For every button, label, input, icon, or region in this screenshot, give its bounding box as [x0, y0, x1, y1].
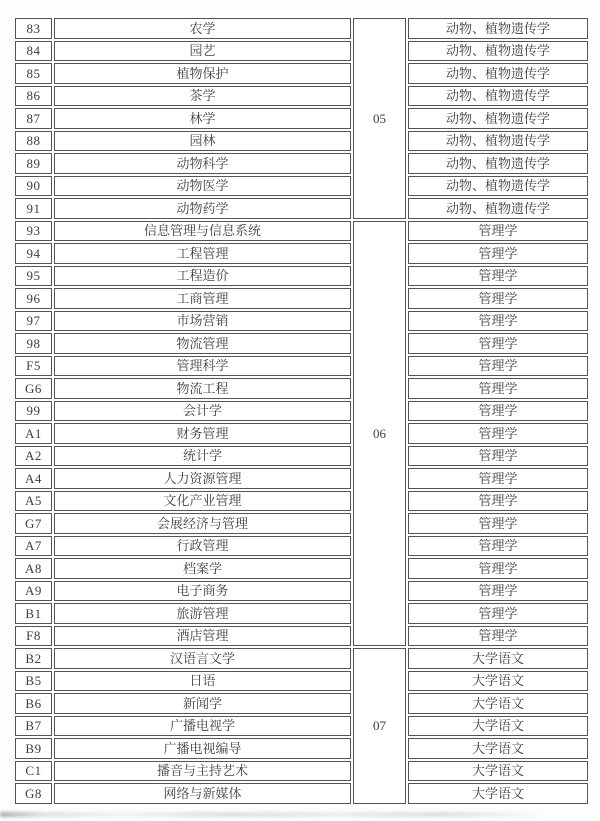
code-cell: B6: [15, 693, 52, 714]
code-cell: 97: [15, 311, 52, 332]
subject-cell: 酒店管理: [54, 626, 351, 647]
subject-cell: 人力资源管理: [54, 468, 351, 489]
course-table-body: [15, 18, 588, 804]
category-cell: 动物、植物遗传学: [408, 41, 588, 62]
table-row: [15, 468, 588, 489]
subject-cell: 播音与主持艺术: [54, 761, 351, 782]
subject-cell: 管理科学: [54, 356, 351, 377]
group-number-cell: 05: [353, 18, 406, 219]
table-row: [15, 198, 588, 219]
category-cell: 管理学: [408, 513, 588, 534]
subject-cell: 园林: [54, 131, 351, 152]
code-cell: A2: [15, 446, 52, 467]
code-cell: 84: [15, 41, 52, 62]
category-cell: 大学语文: [408, 761, 588, 782]
table-row: [15, 716, 588, 737]
category-cell: 管理学: [408, 468, 588, 489]
category-cell: 管理学: [408, 288, 588, 309]
category-cell: 动物、植物遗传学: [408, 86, 588, 107]
table-row: [15, 153, 588, 174]
subject-cell: 文化产业管理: [54, 491, 351, 512]
subject-cell: 新闻学: [54, 693, 351, 714]
category-cell: 大学语文: [408, 648, 588, 669]
category-cell: 管理学: [408, 266, 588, 287]
subject-cell: 植物保护: [54, 63, 351, 84]
subject-cell: 档案学: [54, 558, 351, 579]
group-number-cell: 07: [353, 648, 406, 804]
table-row: [15, 63, 588, 84]
subject-cell: 会展经济与管理: [54, 513, 351, 534]
code-cell: 88: [15, 131, 52, 152]
category-cell: 动物、植物遗传学: [408, 198, 588, 219]
table-row: [15, 333, 588, 354]
category-cell: 管理学: [408, 491, 588, 512]
subject-cell: 市场营销: [54, 311, 351, 332]
subject-cell: 电子商务: [54, 581, 351, 602]
category-cell: 管理学: [408, 401, 588, 422]
code-cell: B9: [15, 738, 52, 759]
code-cell: F8: [15, 626, 52, 647]
subject-cell: 茶学: [54, 86, 351, 107]
category-cell: 管理学: [408, 311, 588, 332]
subject-cell: 行政管理: [54, 536, 351, 557]
table-row: [15, 738, 588, 759]
subject-cell: 广播电视学: [54, 716, 351, 737]
table-row: [15, 423, 588, 444]
table-row: [15, 176, 588, 197]
subject-cell: 林学: [54, 108, 351, 129]
subject-cell: 工商管理: [54, 288, 351, 309]
table-row: [15, 221, 588, 242]
code-cell: A1: [15, 423, 52, 444]
code-cell: 85: [15, 63, 52, 84]
code-cell: 87: [15, 108, 52, 129]
category-cell: 管理学: [408, 581, 588, 602]
table-row: [15, 761, 588, 782]
code-cell: 98: [15, 333, 52, 354]
category-cell: 大学语文: [408, 693, 588, 714]
table-row: [15, 356, 588, 377]
subject-cell: 工程管理: [54, 243, 351, 264]
table-row: [15, 401, 588, 422]
table-row: [15, 648, 588, 669]
table-row: [15, 491, 588, 512]
table-row: [15, 671, 588, 692]
table-row: [15, 446, 588, 467]
subject-cell: 广播电视编导: [54, 738, 351, 759]
category-cell: 管理学: [408, 243, 588, 264]
category-cell: 动物、植物遗传学: [408, 176, 588, 197]
category-cell: 管理学: [408, 378, 588, 399]
code-cell: A7: [15, 536, 52, 557]
subject-cell: 财务管理: [54, 423, 351, 444]
code-cell: G6: [15, 378, 52, 399]
table-row: [15, 378, 588, 399]
table-row: [15, 288, 588, 309]
subject-cell: 动物科学: [54, 153, 351, 174]
code-cell: G7: [15, 513, 52, 534]
category-cell: 动物、植物遗传学: [408, 63, 588, 84]
code-cell: 90: [15, 176, 52, 197]
subject-cell: 园艺: [54, 41, 351, 62]
category-cell: 管理学: [408, 558, 588, 579]
subject-cell: 统计学: [54, 446, 351, 467]
subject-cell: 旅游管理: [54, 603, 351, 624]
code-cell: 86: [15, 86, 52, 107]
table-row: [15, 243, 588, 264]
subject-cell: 信息管理与信息系统: [54, 221, 351, 242]
code-cell: 91: [15, 198, 52, 219]
table-row: [15, 536, 588, 557]
subject-cell: 农学: [54, 18, 351, 39]
category-cell: 管理学: [408, 221, 588, 242]
table-row: [15, 581, 588, 602]
code-cell: B7: [15, 716, 52, 737]
table-row: [15, 783, 588, 804]
code-cell: F5: [15, 356, 52, 377]
table-row: [15, 626, 588, 647]
subject-cell: 汉语言文学: [54, 648, 351, 669]
code-cell: 83: [15, 18, 52, 39]
category-cell: 大学语文: [408, 738, 588, 759]
subject-cell: 动物医学: [54, 176, 351, 197]
category-cell: 动物、植物遗传学: [408, 153, 588, 174]
subject-cell: 网络与新媒体: [54, 783, 351, 804]
scan-artifact-smudge: [0, 812, 548, 817]
course-category-table: [13, 16, 590, 806]
category-cell: 管理学: [408, 446, 588, 467]
code-cell: B1: [15, 603, 52, 624]
table-row: [15, 693, 588, 714]
table-row: [15, 266, 588, 287]
code-cell: A4: [15, 468, 52, 489]
code-cell: 89: [15, 153, 52, 174]
code-cell: 95: [15, 266, 52, 287]
table-row: [15, 108, 588, 129]
code-cell: G8: [15, 783, 52, 804]
table-row: [15, 41, 588, 62]
code-cell: C1: [15, 761, 52, 782]
table-row: [15, 18, 588, 39]
table-row: [15, 513, 588, 534]
code-cell: A9: [15, 581, 52, 602]
subject-cell: 工程造价: [54, 266, 351, 287]
code-cell: B2: [15, 648, 52, 669]
code-cell: 94: [15, 243, 52, 264]
table-row: [15, 311, 588, 332]
table-row: [15, 86, 588, 107]
category-cell: 管理学: [408, 536, 588, 557]
subject-cell: 物流管理: [54, 333, 351, 354]
code-cell: 93: [15, 221, 52, 242]
code-cell: 96: [15, 288, 52, 309]
code-cell: B5: [15, 671, 52, 692]
category-cell: 动物、植物遗传学: [408, 18, 588, 39]
code-cell: A8: [15, 558, 52, 579]
category-cell: 动物、植物遗传学: [408, 108, 588, 129]
code-cell: 99: [15, 401, 52, 422]
category-cell: 管理学: [408, 603, 588, 624]
category-cell: 管理学: [408, 333, 588, 354]
subject-cell: 日语: [54, 671, 351, 692]
table-row: [15, 603, 588, 624]
subject-cell: 会计学: [54, 401, 351, 422]
code-cell: A5: [15, 491, 52, 512]
category-cell: 管理学: [408, 626, 588, 647]
subject-cell: 物流工程: [54, 378, 351, 399]
category-cell: 动物、植物遗传学: [408, 131, 588, 152]
group-number-cell: 06: [353, 221, 406, 647]
category-cell: 大学语文: [408, 716, 588, 737]
subject-cell: 动物药学: [54, 198, 351, 219]
table-row: [15, 558, 588, 579]
table-row: [15, 131, 588, 152]
category-cell: 大学语文: [408, 671, 588, 692]
category-cell: 管理学: [408, 423, 588, 444]
category-cell: 大学语文: [408, 783, 588, 804]
category-cell: 管理学: [408, 356, 588, 377]
